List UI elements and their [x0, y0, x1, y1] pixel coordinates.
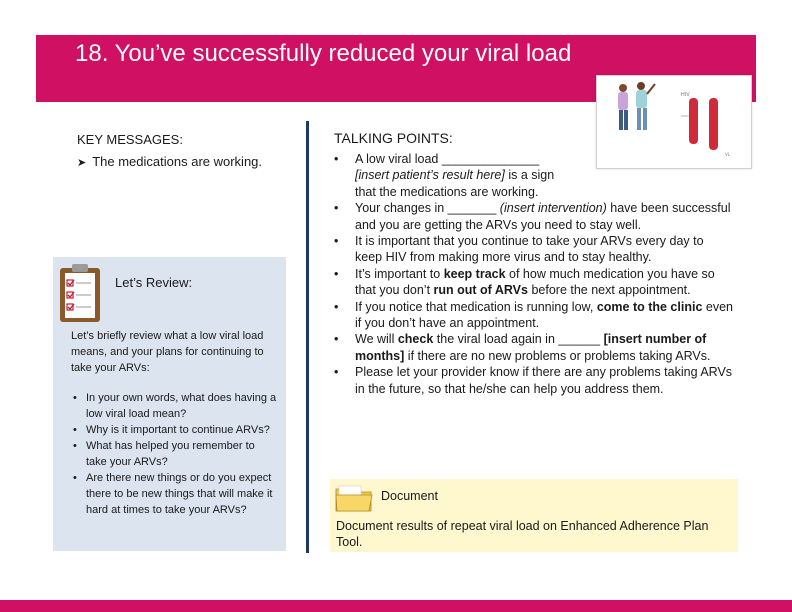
talking-point-text: is a sign that the medications are working. — [355, 168, 555, 199]
talking-point-text: If you notice that medication is running low, — [355, 299, 597, 314]
talking-point-emphasis: check — [397, 332, 434, 347]
talking-point-text: have been successful and you are getting the ARVs you need to stay well. — [355, 201, 731, 232]
talking-point-placeholder: (insert intervention) — [496, 201, 607, 216]
talking-point-emphasis: come to the clinic — [596, 299, 703, 314]
folder-icon — [334, 481, 374, 518]
talking-point-text: of how much medication you have so that you don’t — [355, 266, 715, 298]
review-intro: Let’s briefly review what a low viral load means, and your plans for continuing to take your ARVs: — [71, 330, 264, 374]
svg-text:VL: VL — [725, 152, 730, 157]
talking-point-text: the viral load again in ______ — [433, 332, 604, 347]
talking-point-text: even if you don’t have an appointment. — [355, 299, 733, 331]
review-question: • Are there new things or do you expect there to be new things that will make it hard at times to take your ARVs? — [72, 470, 277, 518]
talking-point-emphasis: keep track — [443, 266, 506, 281]
review-question: • What has helped you remember to take your ARVs? — [72, 438, 277, 470]
key-messages-heading: KEY MESSAGES: — [77, 132, 183, 147]
talking-point: • It is important that you continue to take your ARVs every day to keep HIV from making more virus and to stay healthy. — [334, 233, 734, 266]
talking-point — [334, 266, 734, 299]
talking-point-text: before the next appointment. — [527, 283, 691, 298]
slide-title: 18. You’ve successfully reduced your viral load — [75, 40, 572, 67]
review-question: • Why is it important to continue ARVs? — [72, 422, 277, 438]
talking-point-text: if there are no new problems or problems taking ARVs. — [404, 348, 711, 363]
talking-point-text: It’s important to — [355, 266, 444, 281]
svg-text:HIV: HIV — [681, 92, 690, 98]
talking-point — [334, 331, 734, 364]
arrow-bullet-icon: ➤ — [77, 157, 87, 169]
talking-points-heading: TALKING POINTS: — [334, 130, 453, 146]
review-question-list — [72, 390, 277, 518]
footer-bar — [0, 600, 792, 612]
talking-point-placeholder: [insert patient’s result here] — [355, 168, 505, 183]
talking-point — [334, 200, 734, 233]
talking-point-text: A low viral load ______________ — [355, 152, 540, 166]
document-title: Document — [381, 489, 438, 503]
talking-points-list — [334, 151, 734, 397]
document-text: Document results of repeat viral load on Enhanced Adherence Plan Tool. — [336, 519, 709, 549]
talking-point-emphasis: [insert number of months] — [355, 332, 707, 363]
review-question: • In your own words, what does having a low viral load mean? — [72, 390, 277, 422]
key-message-text: The medications are working. — [92, 154, 263, 169]
key-message-item — [77, 154, 262, 169]
talking-point: • Please let your provider know if there are any problems taking ARVs in the future, so that he/she can help you address them. — [334, 364, 734, 397]
review-title: Let’s Review: — [115, 275, 193, 290]
talking-point-emphasis: run out of ARVs — [433, 283, 528, 298]
clipboard-checklist-icon — [58, 262, 104, 329]
talking-point — [334, 299, 734, 332]
talking-point-text: We will — [355, 332, 398, 347]
talking-point — [334, 151, 570, 200]
talking-point-text: Your changes in _______ — [355, 201, 497, 216]
column-divider — [306, 121, 309, 553]
